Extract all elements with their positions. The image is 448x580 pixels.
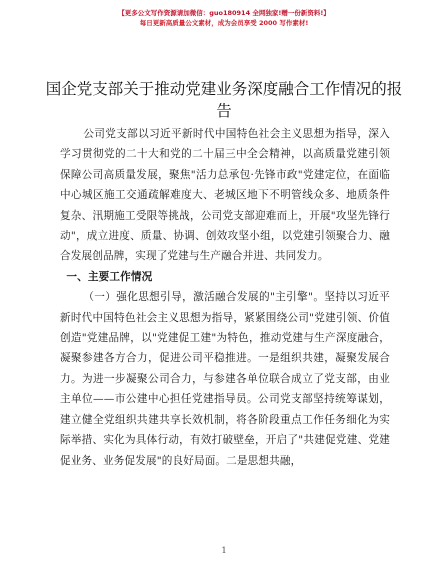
- document-body: [60, 124, 390, 471]
- page-number: 1: [221, 546, 227, 555]
- promo-banner-line-2: 每日更新高质量公文素材，成为会员享受 2000 写作素材!: [139, 19, 309, 27]
- promo-banner-line-1: 【更多公文写作资源请加微信：guo180914 全网独家!赠一份新资料!】: [118, 9, 330, 17]
- promo-banner: [64, 8, 384, 28]
- intro-paragraph: 公司党支部以习近平新时代中国特色社会主义思想为指导，深入学习贯彻党的二十大和党的二十届三中全会精神，以高质量党建引领保障公司高质量发展，聚焦"活力总承包·先锋市政"党建定位，在面临中心城区施工交通疏解难度大、老城区地下不明管线众多、地质条件复杂、汛期施工受限等挑战，公司党支部迎难而上，开展"攻坚先锋行动"，成立进度、质量、协调、创效攻坚小组，以党建引领聚合力、融合发展创品牌，实现了党建与生产融合并进、共同发力。: [60, 128, 390, 263]
- section-paragraph: （一）强化思想引导，激活融合发展的"主引擎"。坚持以习近平新时代中国特色社会主义思想为指导，紧紧围绕公司"党建引领、价值创造"党建品牌，以"党建促工建"为特色，推动党建与生产深度融合，凝聚参建各方合力，促进公司平稳推进。一是组织共建，凝聚发展合力。为进一步凝聚公司合力，与参建各单位联合成立了党支部，由业主单位——市公建中心担任党建指导员。公司党支部坚持统筹谋划，建立健全党组织共建共享长效机制，将各阶段重点工作任务细化为实际举措、实化为具体行动，有效打破壁垒，开启了"共建促党建、党建促业务、业务促发展"的良好局面。二是思想共融，: [60, 291, 390, 467]
- document-title: 国企党支部关于推动党建业务深度融合工作情况的报告: [45, 80, 403, 120]
- section-heading: 一、主要工作情况: [66, 270, 153, 283]
